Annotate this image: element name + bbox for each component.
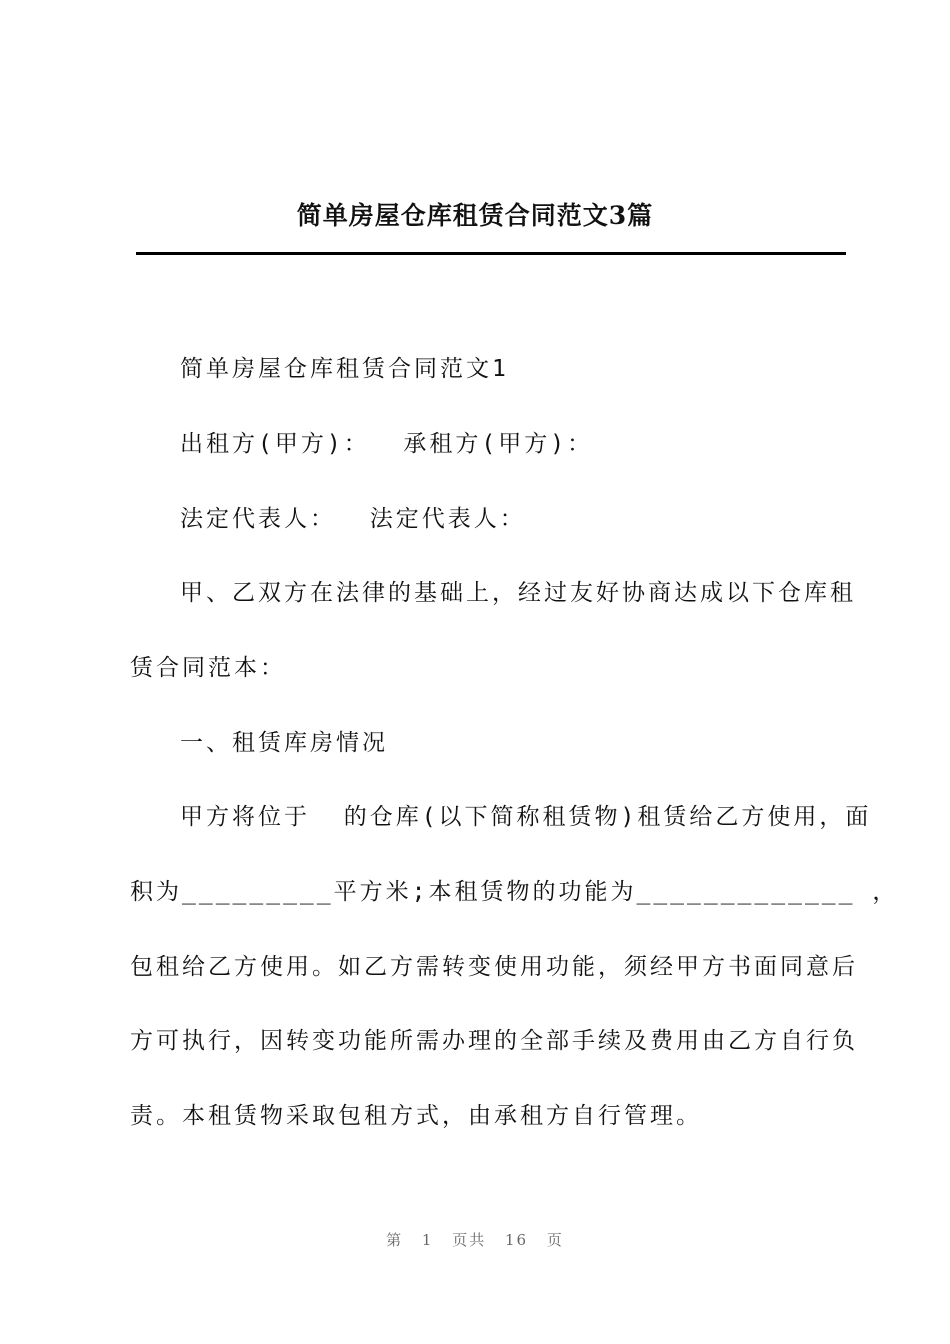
title-underline <box>136 252 846 255</box>
paragraph-line: 甲、乙双方在法律的基础上，经过友好协商达成以下仓库租 <box>180 580 856 606</box>
paragraph-line: 积为_________平方米;本租赁物的功能为_____________ ， <box>130 879 899 905</box>
paragraph-line: 包租给乙方使用。如乙方需转变使用功能，须经甲方书面同意后 <box>130 954 858 980</box>
lessor-field: 出租方(甲方)： 承租方(甲方)： <box>180 431 594 457</box>
footer-page-number: 1 <box>421 1231 434 1249</box>
section-heading: 简单房屋仓库租赁合同范文1 <box>180 356 509 382</box>
page-title: 简单房屋仓库租赁合同范文3篇 <box>296 201 654 230</box>
paragraph-line: 甲方将位于 的仓库(以下简称租赁物)租赁给乙方使用，面 <box>180 804 872 830</box>
page-footer <box>0 1229 950 1250</box>
footer-prefix: 第 <box>386 1231 404 1249</box>
paragraph-line: 方可执行，因转变功能所需办理的全部手续及费用由乙方自行负 <box>130 1028 858 1054</box>
paragraph-line: 赁合同范本： <box>130 655 286 681</box>
paragraph-line: 责。本租赁物采取包租方式，由承租方自行管理。 <box>130 1103 702 1129</box>
footer-suffix: 页 <box>546 1231 564 1249</box>
clause-heading: 一、租赁库房情况 <box>180 730 388 756</box>
footer-total-pages: 16 <box>505 1231 529 1249</box>
legal-rep-field: 法定代表人： 法定代表人： <box>180 506 526 532</box>
footer-middle: 页共 <box>452 1231 487 1249</box>
